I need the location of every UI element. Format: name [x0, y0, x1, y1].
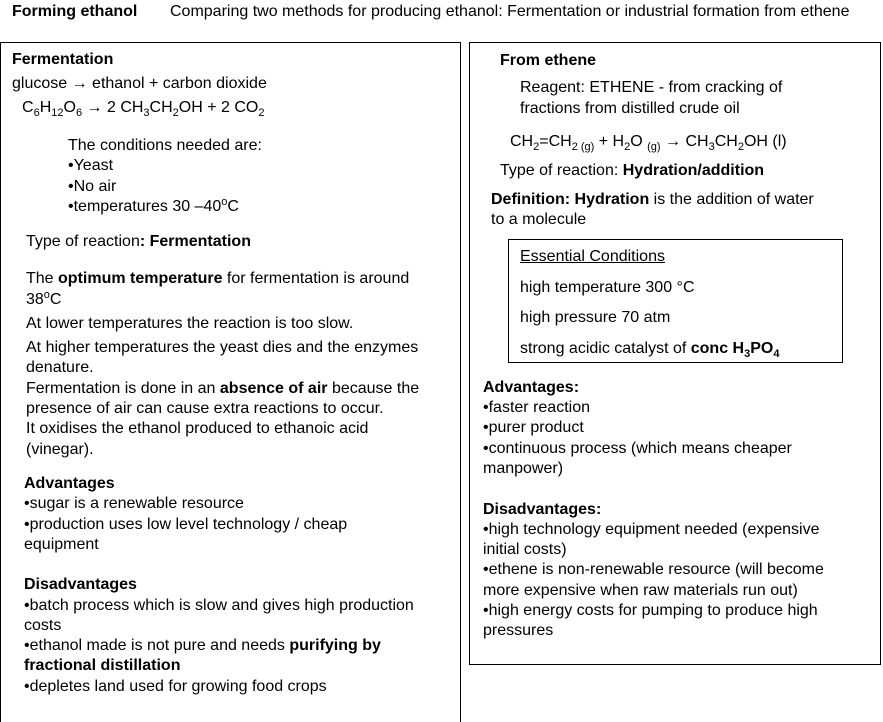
- disadvantages-heading: Disadvantages:: [483, 501, 602, 518]
- hydration-definition: to a molecule: [491, 211, 587, 228]
- hydration-equation: $CH_2=CH_{2 (g)} + H_2O$ $_{(g)} \to CH_3CH_2OH$ (l): [510, 133, 787, 153]
- absence-of-air-text: (vinegar).: [26, 441, 94, 458]
- conditions-intro: The conditions needed are:: [68, 137, 262, 154]
- lower-temp-text: At lower temperatures the reaction is too slow.: [26, 315, 354, 332]
- condition-item: high pressure 70 atm: [520, 309, 671, 326]
- absence-of-air-text: It oxidises the ethanol produced to ethanoic acid: [26, 420, 369, 437]
- absence-of-air-text: presence of air can cause extra reactions to occur.: [26, 400, 384, 417]
- reaction-type: Type of reaction: Hydration/addition: [500, 162, 765, 179]
- condition-item: strong acidic catalyst of conc $H_3PO_4$: [520, 340, 780, 360]
- disadvantage-item: •depletes land used for growing food crops: [24, 678, 327, 695]
- disadvantage-item: fractional distillation: [24, 657, 181, 674]
- condition-item: •Yeast: [68, 157, 114, 174]
- higher-temp-text: At higher temperatures the yeast dies and the enzymes: [26, 339, 419, 356]
- disadvantages-heading: Disadvantages: [24, 576, 137, 593]
- condition-item: •temperatures 30 –40$^o$C: [68, 196, 239, 215]
- page-subtitle: Comparing two methods for producing ethanol: Fermentation or industrial formation from ethene: [170, 3, 850, 20]
- advantage-item: •production uses low level technology / cheap: [24, 516, 348, 533]
- advantage-item: •sugar is a renewable resource: [24, 495, 244, 512]
- symbol-equation: $C_6H_{12}O_6 \to 2$ $CH_3CH_2OH + 2$ $CO_2$: [22, 99, 265, 119]
- conditions-heading: Essential Conditions: [520, 248, 665, 265]
- advantage-item: •continuous process (which means cheaper: [483, 440, 792, 457]
- disadvantage-item: •high energy costs for pumping to produce high: [483, 602, 818, 619]
- advantages-heading: Advantages: [24, 475, 115, 492]
- condition-item: •No air: [68, 178, 117, 195]
- absence-of-air-text: Fermentation is done in an absence of air because the: [26, 380, 420, 397]
- disadvantage-item: initial costs): [483, 541, 567, 558]
- reaction-type: Type of reaction: Fermentation: [26, 233, 251, 250]
- reagent-text: Reagent: ETHENE - from cracking of: [520, 79, 783, 96]
- reagent-text: fractions from distilled crude oil: [520, 100, 740, 117]
- disadvantage-item: •ethanol made is not pure and needs purifying by: [24, 637, 381, 654]
- advantage-item: equipment: [24, 536, 99, 553]
- word-equation: glucose → ethanol + carbon dioxide: [12, 75, 267, 92]
- optimum-temperature-text: The optimum temperature for fermentation is around: [26, 270, 410, 287]
- higher-temp-text: denature.: [26, 359, 94, 376]
- disadvantage-item: •batch process which is slow and gives high production: [24, 597, 414, 614]
- disadvantage-item: •high technology equipment needed (expensive: [483, 521, 820, 538]
- disadvantage-item: pressures: [483, 622, 554, 639]
- advantage-item: •purer product: [483, 419, 584, 436]
- disadvantage-item: more expensive when raw materials run out): [483, 582, 798, 599]
- condition-item: high temperature 300 °C: [520, 279, 695, 296]
- disadvantage-item: •ethene is non-renewable resource (will become: [483, 561, 824, 578]
- fermentation-heading: Fermentation: [12, 51, 114, 68]
- advantage-item: manpower): [483, 460, 564, 477]
- advantage-item: •faster reaction: [483, 399, 590, 416]
- page-title: Forming ethanol: [12, 3, 138, 20]
- optimum-temperature-value: 38$^o$C: [26, 289, 62, 308]
- ethene-heading: From ethene: [500, 52, 597, 69]
- hydration-definition: Definition: Hydration is the addition of water: [491, 191, 814, 208]
- disadvantage-item: costs: [24, 617, 62, 634]
- advantages-heading: Advantages:: [483, 379, 580, 396]
